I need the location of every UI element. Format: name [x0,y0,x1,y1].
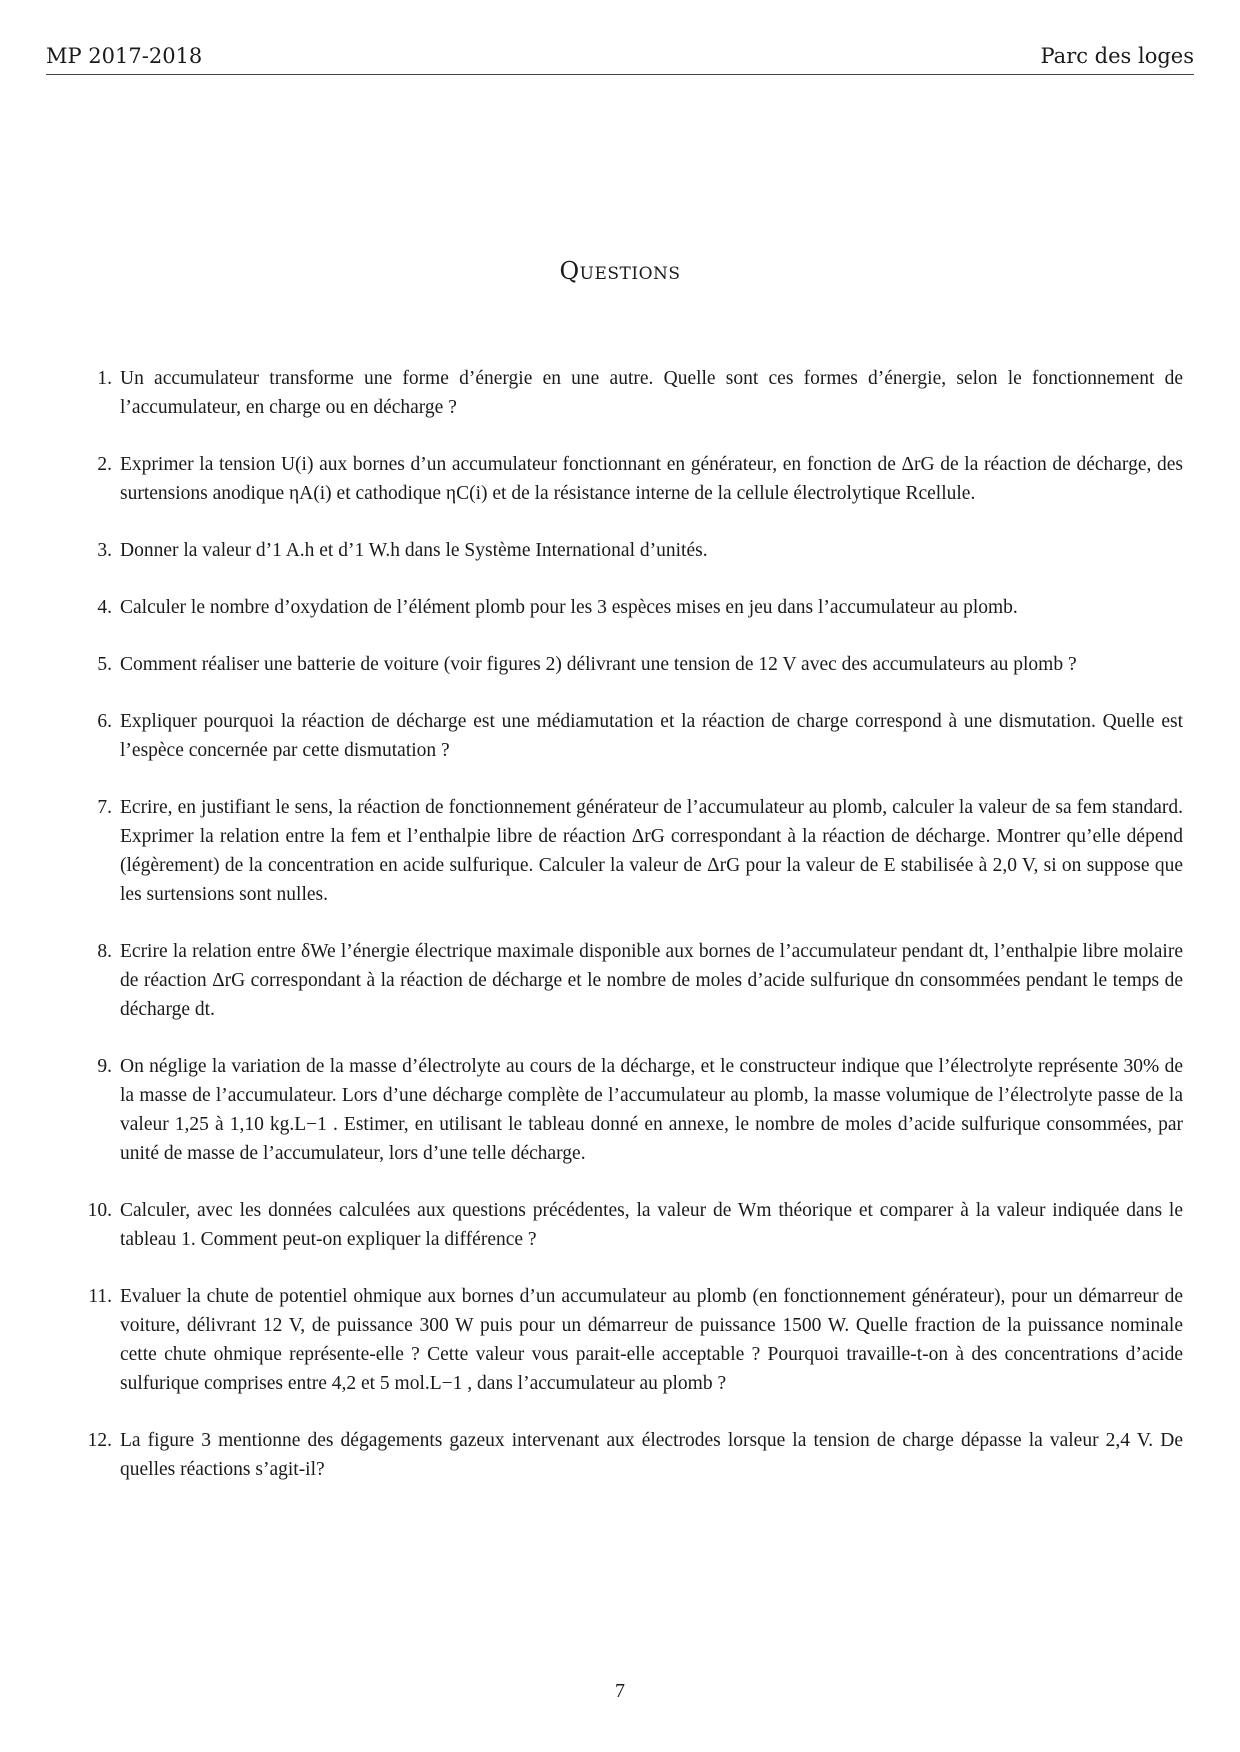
question-number: 10. [87,1200,112,1221]
question-item [97,707,1183,765]
questions-list [87,364,1183,1512]
header-school: Parc des loges [1040,44,1194,68]
section-title: Questions [559,257,681,285]
question-text: Calculer le nombre d’oxydation de l’élément plomb pour les 3 espèces mises en jeu dans l’accumulateur au plomb. [120,597,1018,618]
page-header [46,44,1194,75]
question-text: On néglige la variation de la masse d’électrolyte au cours de la décharge, et le constructeur indique que l’électrolyte représente 30% de la masse de l’accumulateur. Lors d’une décharge complète de l’accumulateur au plomb, la masse volumique de l’électrolyte passe de la valeur 1,25 à 1,10 kg.L−1 . Estimer, en utilisant le tableau donné en annexe, le nombre de moles d’acide sulfurique consommées, par unité de masse de l’accumulateur, lors d’une telle décharge. [120,1056,1183,1164]
question-number: 5. [97,654,112,675]
question-item [97,593,1183,622]
question-item [97,1052,1183,1168]
question-number: 2. [97,454,112,475]
question-item [97,536,1183,565]
question-number: 3. [97,540,112,561]
question-text: Ecrire la relation entre δWe l’énergie électrique maximale disponible aux bornes de l’accumulateur pendant dt, l’enthalpie libre molaire de réaction ΔrG correspondant à la réaction de décharge et le nombre de moles d’acide sulfurique dn consommées pendant le temps de décharge dt. [120,941,1183,1020]
question-item [97,364,1183,422]
question-number: 1. [97,368,112,389]
question-item [88,1282,1183,1398]
question-text: Un accumulateur transforme une forme d’énergie en une autre. Quelle sont ces formes d’énergie, selon le fonctionnement de l’accumulateur, en charge ou en décharge ? [120,368,1183,418]
question-text: La figure 3 mentionne des dégagements gazeux intervenant aux électrodes lorsque la tension de charge dépasse la valeur 2,4 V. De quelles réactions s’agit-il? [120,1430,1183,1480]
question-item [87,1196,1183,1254]
question-item [87,1426,1183,1484]
question-item [97,937,1183,1024]
question-number: 8. [97,941,112,962]
question-text: Donner la valeur d’1 A.h et d’1 W.h dans le Système International d’unités. [120,540,708,561]
page-number: 7 [615,1680,625,1702]
question-text: Calculer, avec les données calculées aux questions précédentes, la valeur de Wm théorique et comparer à la valeur indiquée dans le tableau 1. Comment peut-on expliquer la différence ? [120,1200,1183,1250]
question-item [97,450,1183,508]
question-number: 11. [88,1286,112,1307]
question-text: Expliquer pourquoi la réaction de décharge est une médiamutation et la réaction de charge correspond à une dismutation. Quelle est l’espèce concernée par cette dismutation ? [120,711,1183,761]
question-number: 12. [87,1430,112,1451]
question-item [97,650,1183,679]
header-course: MP 2017-2018 [46,44,203,68]
question-number: 9. [97,1056,112,1077]
question-text: Comment réaliser une batterie de voiture (voir figures 2) délivrant une tension de 12 V avec des accumulateurs au plomb ? [120,654,1077,675]
question-number: 7. [97,797,112,818]
question-text: Exprimer la tension U(i) aux bornes d’un accumulateur fonctionnant en générateur, en fonction de ΔrG de la réaction de décharge, des surtensions anodique ηA(i) et cathodique ηC(i) et de la résistance interne de la cellule électrolytique Rcellule. [120,454,1183,504]
question-number: 4. [97,597,112,618]
question-text: Ecrire, en justifiant le sens, la réaction de fonctionnement générateur de l’accumulateur au plomb, calculer la valeur de sa fem standard. Exprimer la relation entre la fem et l’enthalpie libre de réaction ΔrG correspondant à la réaction de décharge. Montrer qu’elle dépend (légèrement) de la concentration en acide sulfurique. Calculer la valeur de ΔrG pour la valeur de E stabilisée à 2,0 V, si on suppose que les surtensions sont nulles. [120,797,1183,905]
question-text: Evaluer la chute de potentiel ohmique aux bornes d’un accumulateur au plomb (en fonctionnement générateur), pour un démarreur de voiture, délivrant 12 V, de puissance 300 W puis pour un démarreur de puissance 1500 W. Quelle fraction de la puissance nominale cette chute ohmique représente-elle ? Cette valeur vous parait-elle acceptable ? Pourquoi travaille-t-on à des concentrations d’acide sulfurique comprises entre 4,2 et 5 mol.L−1 , dans l’accumulateur au plomb ? [120,1286,1183,1394]
question-number: 6. [97,711,112,732]
question-item [97,793,1183,909]
